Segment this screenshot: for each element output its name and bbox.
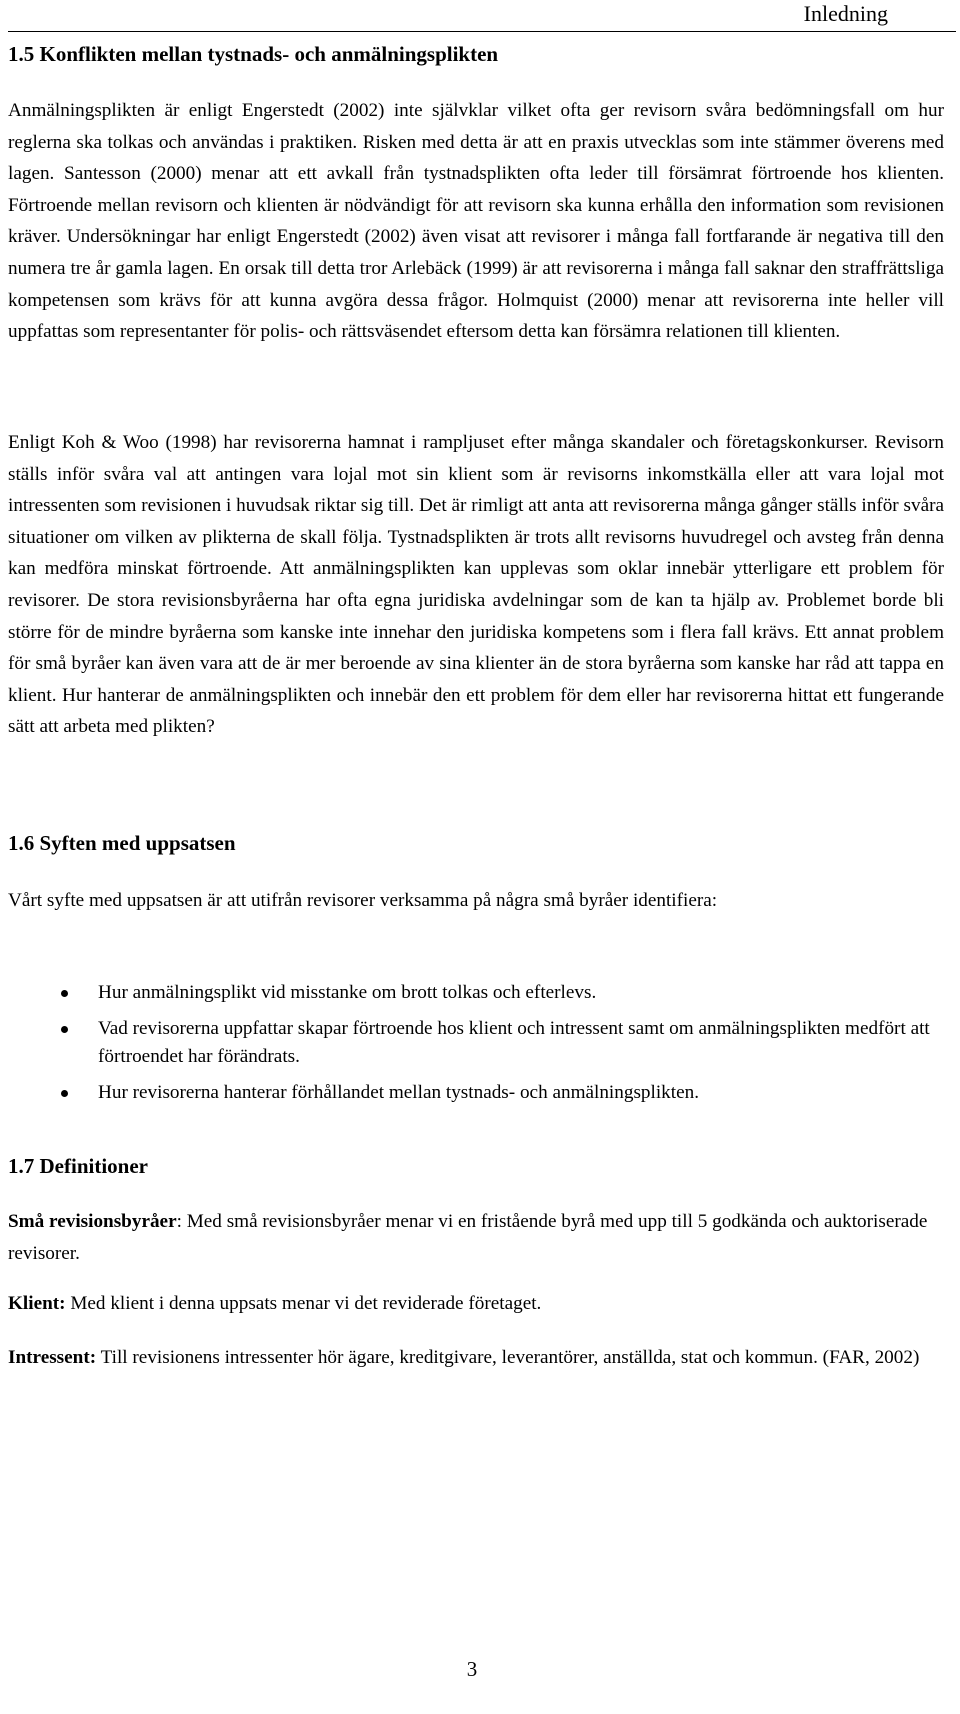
section-1-5-paragraph-2: Enligt Koh & Woo (1998) har revisorerna hamnat i rampljuset efter många skandaler och företagskonkurser. Revisorn ställs inför svåra val att antingen vara lojal mot sin klient som är revisorns inkomstkälla eller att vara lojal mot intressenten som revisionen i huvudsak riktar sig till. Det är rimligt att anta att revisorerna många gånger ställs inför svåra situationer om vilken av plikterna de skall följa. Tystnadsplikten är trots allt revisorns huvudregel och avsteg från denna kan medföra minskat förtroende. Att anmälningsplikten kan upplevas som oklar innebär ytterligare ett problem för revisorer. De stora revisionsbyråerna har ofta egna juridiska avdelningar som de kan ta hjälp av. Problemet borde bli större för de mindre byråerna som kanske inte innehar den juridiska kompetens som i flera fall krävs. Ett annat problem för små byråer kan även vara att de är mer beroende av sina klienter än de stora byråerna som kanske har råd att tappa en klient. Hur hanterar de anmälningsplikten och innebär den ett problem för dem eller har revisorerna hittat ett fungerande sätt att arbeta med plikten? (8, 432, 944, 738)
definition-term: Intressent: (8, 1347, 97, 1368)
section-1-7-heading: 1.7 Definitioner (8, 1154, 148, 1178)
section-1-6-intro: Vårt syfte med uppsatsen är att utifrån revisorer verksamma på några små byråer identifiera: (8, 890, 718, 911)
definition-stakeholder (8, 1342, 944, 1374)
section-1-5-heading: 1.5 Konflikten mellan tystnads- och anmälningsplikten (8, 42, 499, 66)
definition-text: Med klient i denna uppsats menar vi det reviderade företaget. (65, 1293, 542, 1314)
section-1-5-paragraph-1: Anmälningsplikten är enligt Engerstedt (2002) inte självklar vilket ofta ger revisorn svåra bedömningsfall om hur reglerna ska tolkas och användas i praktiken. Risken med detta är att en praxis utvecklas som inte stämmer överens med lagen. Santesson (2000) menar att ett avkall från tystnadsplikten ofta leder till försämrat förtroende hos klienten. Förtroende mellan revisorn och klienten är nödvändigt för att revisorn ska kunna erhålla den information som revisionen kräver. Undersökningar har enligt Engerstedt (2002) även visat att revisorer i många fall fortfarande är negativa till den numera tre år gamla lagen. En orsak till detta tror Arlebäck (1999) är att revisorerna i många fall saknar den straffrättsliga kompetensen som krävs för att kunna avgöra dessa frågor. Holmquist (2000) menar att revisorerna inte heller vill uppfattas som representanter för polis- och rättsväsendet eftersom detta kan försämra relationen till klienten. (8, 100, 944, 343)
aim-bullet-item (0, 1079, 944, 1107)
definition-small-firms (8, 1206, 944, 1269)
aim-bullet-item (0, 1015, 944, 1071)
definition-term: Små revisionsbyråer (8, 1211, 177, 1232)
page-number: 3 (466, 1657, 478, 1681)
aim-bullet-text: Hur revisorerna hanterar förhållandet mellan tystnads- och anmälningsplikten. (98, 1082, 700, 1103)
bullet-dot-icon (61, 990, 68, 997)
definition-separator: : (176, 1211, 182, 1232)
definition-text: Till revisionens intressenter hör ägare, kreditgivare, leverantörer, anställda, stat och kommun. (FAR, 2002) (96, 1347, 920, 1368)
aim-bullet-list (0, 979, 944, 1107)
aim-bullet-text: Hur anmälningsplikt vid misstanke om brott tolkas och efterlevs. (98, 982, 597, 1003)
bullet-dot-icon (61, 1026, 68, 1033)
definition-text: Med små revisionsbyråer menar vi en fristående byrå med upp till 5 godkända och auktoriserade revisorer. (8, 1211, 928, 1264)
aim-bullet-text: Vad revisorerna uppfattar skapar förtroende hos klient och intressent samt om anmälningsplikten medfört att förtroendet har förändrats. (98, 1018, 930, 1067)
definition-term: Klient: (8, 1293, 66, 1314)
section-1-6-heading: 1.6 Syften med uppsatsen (8, 831, 236, 855)
aim-bullet-item (0, 979, 944, 1007)
definition-client (8, 1288, 944, 1320)
bullet-dot-icon (61, 1090, 68, 1097)
running-header-title: Inledning (803, 1, 888, 26)
running-header (8, 0, 956, 32)
